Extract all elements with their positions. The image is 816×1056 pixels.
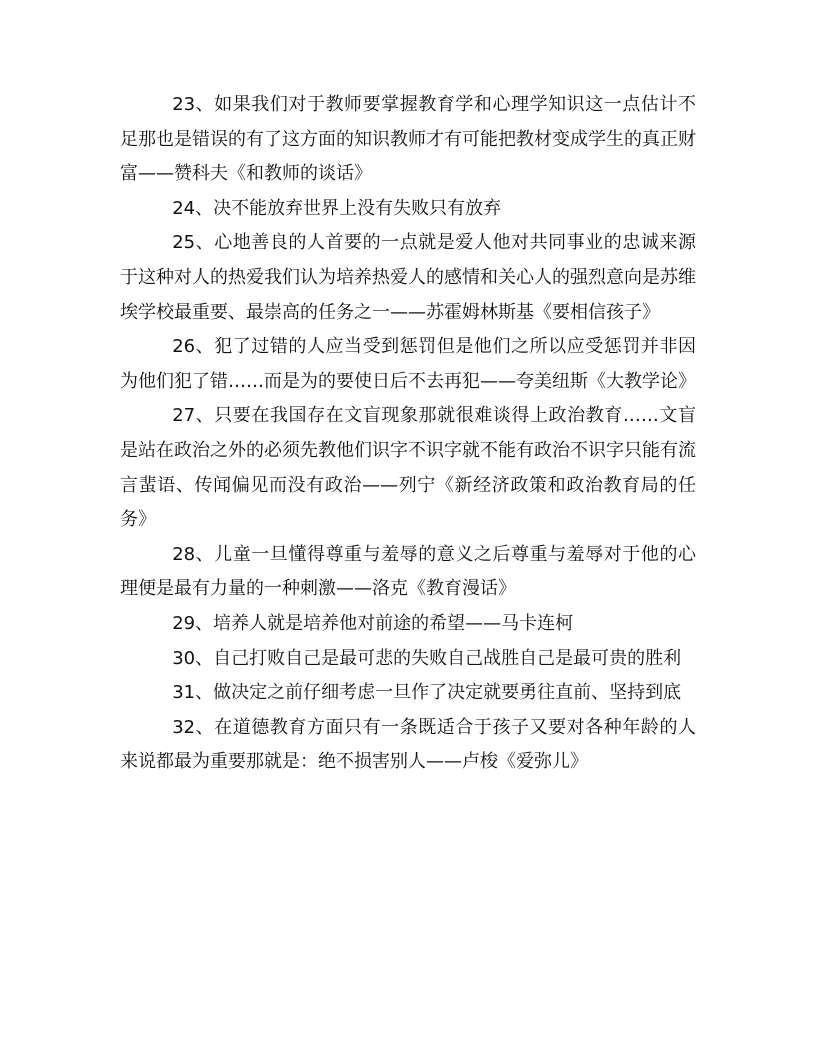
quote-paragraph-26: 26、犯了过错的人应当受到惩罚但是他们之所以应受惩罚并非因为他们犯了错……而是为的要使日后不去再犯——夸美纽斯《大教学论》 bbox=[120, 336, 696, 392]
quote-paragraph-25: 25、心地善良的人首要的一点就是爱人他对共同事业的忠诚来源于这种对人的热爱我们认为培养热爱人的感情和关心人的强烈意向是苏维埃学校最重要、最崇高的任务之一——苏霍姆林斯基《要相信孩子》 bbox=[120, 232, 696, 323]
document-body bbox=[120, 88, 696, 780]
quote-paragraph-28: 28、儿童一旦懂得尊重与羞辱的意义之后尊重与羞辱对于他的心理便是最有力量的一种刺激——洛克《教育漫话》 bbox=[120, 543, 696, 600]
quote-paragraph-23: 23、如果我们对于教师要掌握教育学和心理学知识这一点估计不足那也是错误的有了这方面的知识教师才有可能把教材变成学生的真正财富——赞科夫《和教师的谈话》 bbox=[120, 94, 696, 185]
quote-paragraph-30: 30、自己打败自己是最可悲的失败自己战胜自己是最可贵的胜利 bbox=[172, 647, 682, 669]
quote-paragraph-27: 27、只要在我国存在文盲现象那就很难谈得上政治教育……文盲是站在政治之外的必须先教他们识字不识字就不能有政治不识字只能有流言蜚语、传闻偏见而没有政治——列宁《新经济政策和政治教育局的任务》 bbox=[120, 405, 696, 531]
quote-paragraph-24: 24、决不能放弃世界上没有失败只有放弃 bbox=[172, 197, 502, 219]
quote-paragraph-31: 31、做决定之前仔细考虑一旦作了决定就要勇往直前、坚持到底 bbox=[172, 682, 682, 704]
quote-paragraph-32: 32、在道德教育方面只有一条既适合于孩子又要对各种年龄的人来说都最为重要那就是：绝不损害别人——卢梭《爱弥儿》 bbox=[120, 716, 696, 773]
quote-paragraph-29: 29、培养人就是培养他对前途的希望——马卡连柯 bbox=[172, 612, 574, 634]
